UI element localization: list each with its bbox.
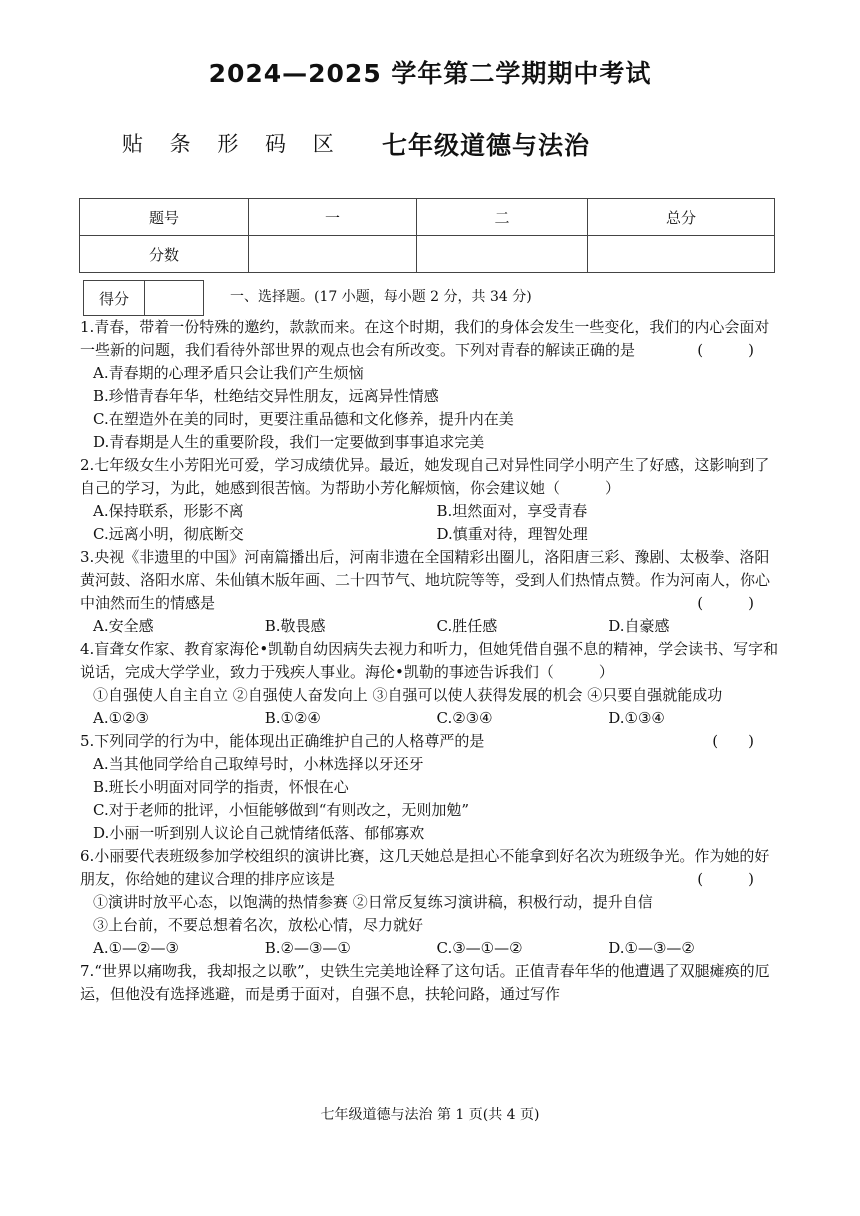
question-1 <box>80 316 780 454</box>
option-d: D.慎重对待，理智处理 <box>436 525 588 543</box>
score-row-label: 分数 <box>80 236 249 273</box>
question-stem: 5.下列同学的行为中，能体现出正确维护自己的人格尊严的是 <box>80 732 485 750</box>
answer-paren[interactable]: ( ) <box>712 732 754 750</box>
answer-paren[interactable]: ( ) <box>697 594 754 612</box>
score-input-section1[interactable] <box>249 236 417 273</box>
answer-paren[interactable]: ( ) <box>697 870 754 888</box>
option-b: B.②—③—① <box>264 939 351 957</box>
score-cell-label: 题号 <box>80 199 249 236</box>
answer-paren[interactable]: ( ) <box>697 341 754 359</box>
question-stem: 2.七年级女生小芳阳光可爱，学习成绩优异。最近，她发现自己对异性同学小明产生了好感，这影响到了自己的学习，为此，她感到很苦恼。为帮助小芳化解烦恼，你会建议她（ ） <box>80 456 770 497</box>
questions-area <box>80 316 780 1006</box>
option-a: A.青春期的心理矛盾只会让我们产生烦恼 <box>93 364 364 382</box>
option-b: B.①②④ <box>264 709 321 727</box>
option-b: B.敬畏感 <box>264 617 326 635</box>
option-c: C.②③④ <box>436 709 493 727</box>
exam-title: 2024—2025 学年第二学期期中考试 <box>208 59 652 88</box>
option-d: D.①—③—② <box>608 939 695 957</box>
statement-list: ①自强使人自主自立 ②自强使人奋发向上 ③自强可以使人获得发展的机会 ④只要自强就能成功 <box>93 686 723 704</box>
subject-title: 七年级道德与法治 <box>382 131 591 160</box>
question-5 <box>80 730 780 845</box>
score-table <box>79 198 775 273</box>
option-c: C.对于老师的批评，小恒能够做到“有则改之，无则加勉” <box>93 801 470 819</box>
question-2 <box>80 454 780 546</box>
question-stem: 3.央视《非遗里的中国》河南篇播出后，河南非遗在全国精彩出圈儿，洛阳唐三彩、豫剧、太极拳、洛阳黄河鼓、洛阳水席、朱仙镇木版年画、二十四节气、地坑院等等，受到人们热情点赞。作为河南人，你心中油然而生的情感是 <box>80 548 771 612</box>
option-c: C.远离小明，彻底断交 <box>93 525 244 543</box>
option-a: A.安全感 <box>93 617 154 635</box>
option-c: C.在塑造外在美的同时，更要注重品德和文化修养，提升内在美 <box>93 410 514 428</box>
option-a: A.①②③ <box>93 709 149 727</box>
score-cell-section2: 二 <box>417 199 588 236</box>
statement-list-1: ①演讲时放平心态，以饱满的热情参赛 ②日常反复练习演讲稿，积极行动，提升自信 <box>93 893 653 911</box>
option-c: C.③—①—② <box>436 939 523 957</box>
barcode-area-label: 贴 条 形 码 区 <box>122 132 344 156</box>
score-input-section2[interactable] <box>417 236 588 273</box>
question-stem: 7.“世界以痛吻我，我却报之以歌”，史铁生完美地诠释了这句话。正值青春年华的他遭遇了双腿瘫痪的厄运，但他没有选择逃避，而是勇于面对，自强不息，扶轮问路，通过写作 <box>80 962 770 1003</box>
option-b: B.珍惜青春年华，杜绝结交异性朋友，远离异性情感 <box>93 387 439 405</box>
question-stem: 4.盲聋女作家、教育家海伦•凯勒自幼因病失去视力和听力，但她凭借自强不息的精神，学会读书、写字和说话，完成大学学业，致力于残疾人事业。海伦•凯勒的事迹告诉我们（ ） <box>80 640 779 681</box>
option-c: C.胜任感 <box>436 617 498 635</box>
question-7 <box>80 960 780 1006</box>
defen-input[interactable] <box>145 281 204 316</box>
question-4 <box>80 638 780 730</box>
defen-label: 得分 <box>84 281 145 316</box>
question-3 <box>80 546 780 638</box>
option-b: B.坦然面对，享受青春 <box>436 502 588 520</box>
statement-list-2: ③上台前，不要总想着名次，放松心情，尽力就好 <box>93 916 424 934</box>
option-a: A.①—②—③ <box>93 939 179 957</box>
option-d: D.小丽一听到别人议论自己就情绪低落、郁郁寡欢 <box>93 824 425 842</box>
option-a: A.保持联系，形影不离 <box>93 502 244 520</box>
option-d: D.①③④ <box>608 709 665 727</box>
defen-box <box>83 280 204 316</box>
section-heading: 一、选择题。(17 小题，每小题 2 分，共 34 分) <box>230 289 532 305</box>
question-stem: 1.青春，带着一份特殊的邀约，款款而来。在这个时期，我们的身体会发生一些变化，我们的内心会面对一些新的问题，我们看待外部世界的观点也会有所改变。下列对青春的解读正确的是 <box>80 318 770 359</box>
score-table-header-row <box>80 199 775 236</box>
score-input-total[interactable] <box>588 236 775 273</box>
page-footer: 七年级道德与法治 第 1 页(共 4 页) <box>320 1107 540 1123</box>
question-6 <box>80 845 780 960</box>
option-d: D.自豪感 <box>608 617 670 635</box>
option-d: D.青春期是人生的重要阶段，我们一定要做到事事追求完美 <box>93 433 485 451</box>
score-table-score-row <box>80 236 775 273</box>
score-cell-total: 总分 <box>588 199 775 236</box>
option-b: B.班长小明面对同学的指责，怀恨在心 <box>93 778 349 796</box>
question-stem: 6.小丽要代表班级参加学校组织的演讲比赛，这几天她总是担心不能拿到好名次为班级争光。作为她的好朋友，你给她的建议合理的排序应该是 <box>80 847 770 888</box>
option-a: A.当其他同学给自己取绰号时，小林选择以牙还牙 <box>93 755 424 773</box>
score-cell-section1: 一 <box>249 199 417 236</box>
